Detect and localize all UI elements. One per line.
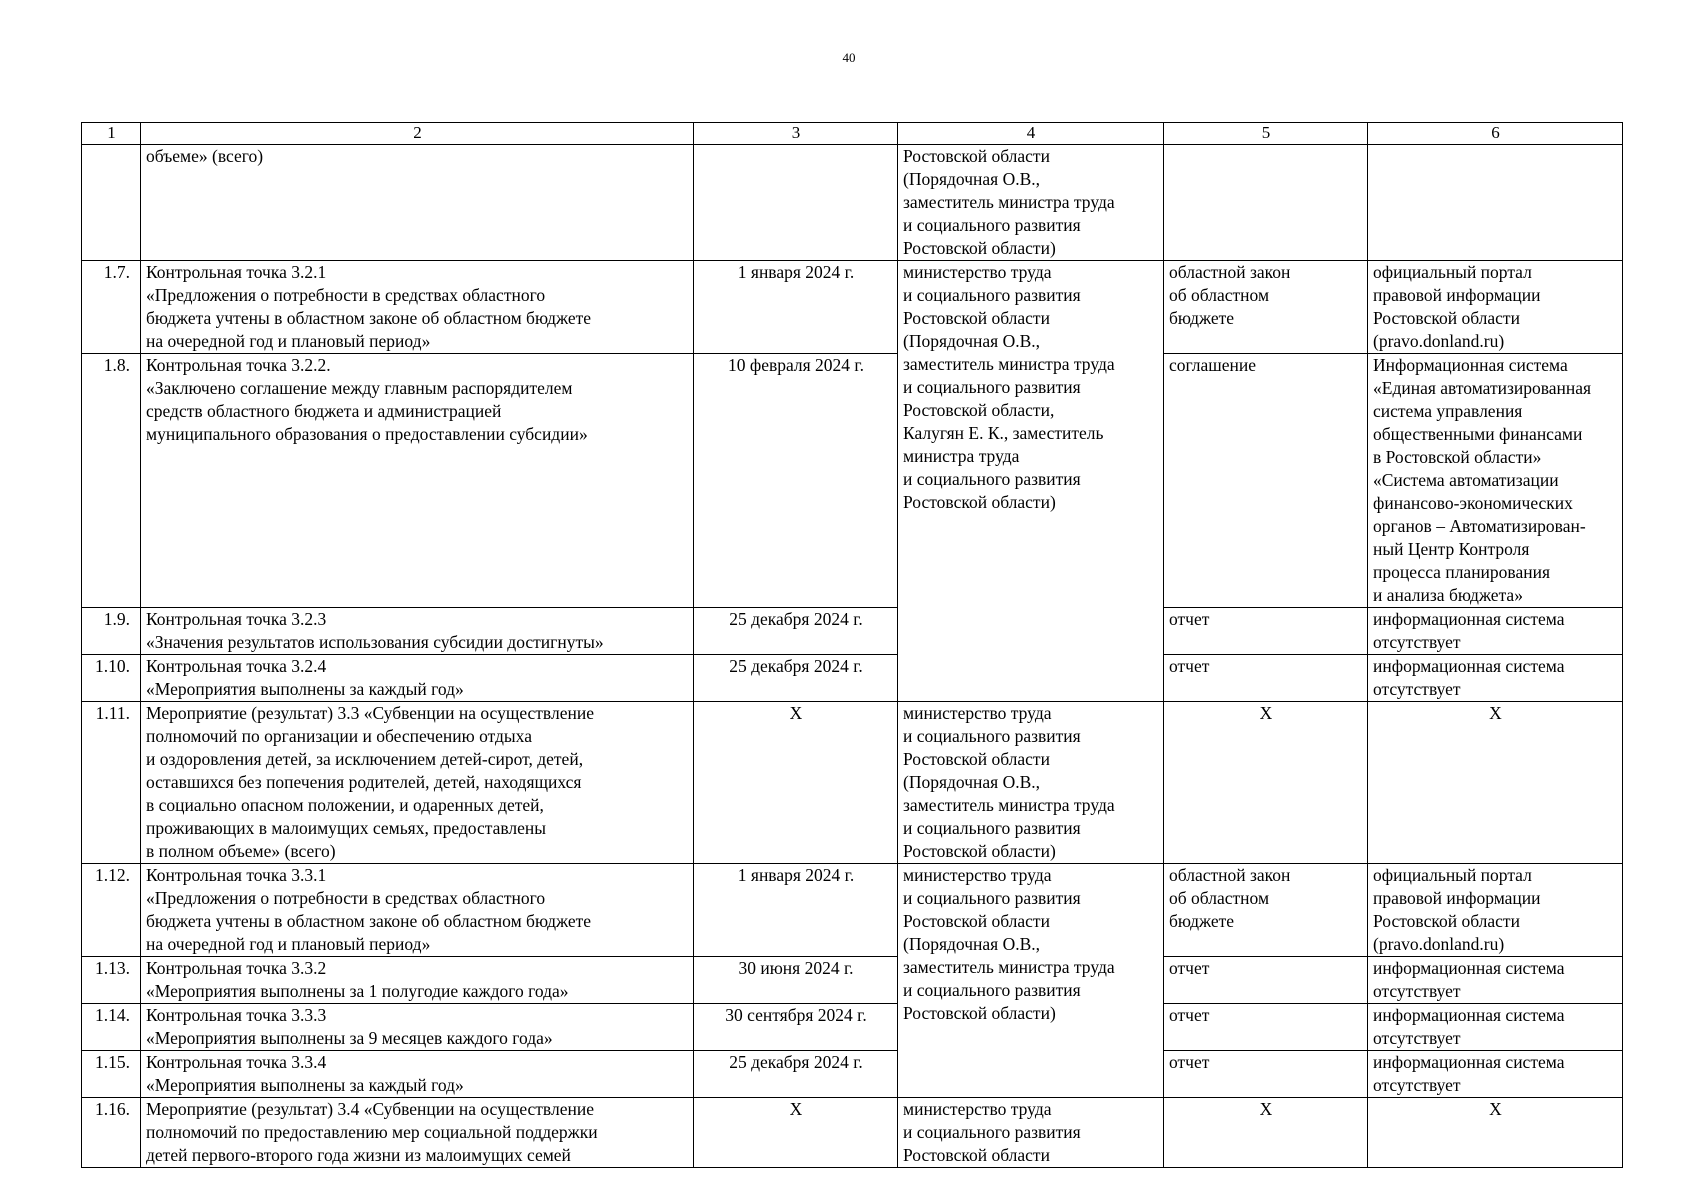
- row-info-system-cell: официальный портал правовой информации Ростовской области (pravo.donland.ru): [1368, 864, 1623, 957]
- row-name-cell: Контрольная точка 3.2.3 «Значения результатов использования субсидии достигнуты»: [141, 608, 694, 655]
- row-responsible-cell: министерство труда и социального развития Ростовской области: [898, 1098, 1164, 1168]
- table-row: [82, 864, 1623, 957]
- row-document-cell: X: [1164, 1098, 1368, 1168]
- row-document-cell: отчет: [1164, 957, 1368, 1004]
- row-document-cell: соглашение: [1164, 354, 1368, 608]
- row-responsible-cell: Ростовской области (Порядочная О.В., заместитель министра труда и социального развития Ростовской области): [898, 145, 1164, 261]
- row-info-system-cell: Информационная система «Единая автоматизированная система управления общественными финансами в Ростовской области» «Система автоматизации финансово-экономических органов – Автоматизирован- ный Центр Контроля процесса планирования и анализа бюджета»: [1368, 354, 1623, 608]
- table-row: [82, 1004, 1623, 1051]
- header-cell: 4: [898, 123, 1164, 145]
- row-info-system-cell: информационная система отсутствует: [1368, 608, 1623, 655]
- row-number-cell: 1.11.: [82, 702, 141, 864]
- row-document-cell: отчет: [1164, 1051, 1368, 1098]
- row-number-cell: 1.15.: [82, 1051, 141, 1098]
- header-cell: 1: [82, 123, 141, 145]
- row-name-cell: Контрольная точка 3.3.1 «Предложения о потребности в средствах областного бюджета учтены в областном законе об областном бюджете на очередной год и плановый период»: [141, 864, 694, 957]
- row-date-cell: 25 декабря 2024 г.: [694, 1051, 898, 1098]
- row-number-cell: 1.9.: [82, 608, 141, 655]
- row-number-cell: 1.14.: [82, 1004, 141, 1051]
- row-document-cell: X: [1164, 702, 1368, 864]
- row-responsible-cell: министерство труда и социального развития Ростовской области (Порядочная О.В., заместитель министра труда и социального развития Ростовской области): [898, 702, 1164, 864]
- merged-responsible-cell: министерство труда и социального развития Ростовской области (Порядочная О.В., заместитель министра труда и социального развития Ростовской области, Калугян Е. К., заместитель министра труда и социального развития Ростовской области): [898, 261, 1164, 702]
- row-date-cell: 1 января 2024 г.: [694, 864, 898, 957]
- control-points-table: [81, 122, 1623, 1168]
- row-document-cell: областной закон об областном бюджете: [1164, 261, 1368, 354]
- row-document-cell: отчет: [1164, 655, 1368, 702]
- row-date-cell: 25 декабря 2024 г.: [694, 655, 898, 702]
- row-document-cell: [1164, 145, 1368, 261]
- row-info-system-cell: информационная система отсутствует: [1368, 655, 1623, 702]
- row-date-cell: 10 февраля 2024 г.: [694, 354, 898, 608]
- row-name-cell: Контрольная точка 3.2.1 «Предложения о потребности в средствах областного бюджета учтены в областном законе об областном бюджете на очередной год и плановый период»: [141, 261, 694, 354]
- header-cell: 2: [141, 123, 694, 145]
- row-name-cell: Контрольная точка 3.3.4 «Мероприятия выполнены за каждый год»: [141, 1051, 694, 1098]
- row-name-cell: Мероприятие (результат) 3.4 «Субвенции на осуществление полномочий по предоставлению мер социальной поддержки детей первого-второго года жизни из малоимущих семей: [141, 1098, 694, 1168]
- row-number-cell: 1.13.: [82, 957, 141, 1004]
- row-number-cell: 1.7.: [82, 261, 141, 354]
- table-row: [82, 145, 1623, 261]
- row-info-system-cell: информационная система отсутствует: [1368, 1004, 1623, 1051]
- table-row: [82, 655, 1623, 702]
- table-row: [82, 608, 1623, 655]
- row-date-cell: 25 декабря 2024 г.: [694, 608, 898, 655]
- table-row: [82, 957, 1623, 1004]
- row-name-cell: объеме» (всего): [141, 145, 694, 261]
- row-info-system-cell: информационная система отсутствует: [1368, 957, 1623, 1004]
- row-info-system-cell: информационная система отсутствует: [1368, 1051, 1623, 1098]
- row-number-cell: 1.16.: [82, 1098, 141, 1168]
- row-number-cell: 1.8.: [82, 354, 141, 608]
- row-date-cell: 1 января 2024 г.: [694, 261, 898, 354]
- header-cell: 6: [1368, 123, 1623, 145]
- table-row: [82, 1098, 1623, 1168]
- row-info-system-cell: X: [1368, 1098, 1623, 1168]
- table-row: [82, 702, 1623, 864]
- row-info-system-cell: официальный портал правовой информации Ростовской области (pravo.donland.ru): [1368, 261, 1623, 354]
- row-number-cell: 1.10.: [82, 655, 141, 702]
- table-row: [82, 354, 1623, 608]
- row-name-cell: Мероприятие (результат) 3.3 «Субвенции на осуществление полномочий по организации и обеспечению отдыха и оздоровления детей, за исключением детей-сирот, детей, оставшихся без попечения родителей, детей, находящихся в социально опасном положении, и одаренных детей, проживающих в малоимущих семьях, предоставлены в полном объеме» (всего): [141, 702, 694, 864]
- table-header-row: [82, 123, 1623, 145]
- table-row: [82, 261, 1623, 354]
- row-document-cell: отчет: [1164, 608, 1368, 655]
- row-name-cell: Контрольная точка 3.3.3 «Мероприятия выполнены за 9 месяцев каждого года»: [141, 1004, 694, 1051]
- row-info-system-cell: X: [1368, 702, 1623, 864]
- merged-responsible-cell: министерство труда и социального развития Ростовской области (Порядочная О.В., заместитель министра труда и социального развития Ростовской области): [898, 864, 1164, 1098]
- row-info-system-cell: [1368, 145, 1623, 261]
- table-row: [82, 1051, 1623, 1098]
- row-name-cell: Контрольная точка 3.3.2 «Мероприятия выполнены за 1 полугодие каждого года»: [141, 957, 694, 1004]
- row-date-cell: X: [694, 1098, 898, 1168]
- row-date-cell: X: [694, 702, 898, 864]
- row-date-cell: 30 июня 2024 г.: [694, 957, 898, 1004]
- row-document-cell: областной закон об областном бюджете: [1164, 864, 1368, 957]
- row-number-cell: 1.12.: [82, 864, 141, 957]
- row-date-cell: [694, 145, 898, 261]
- row-name-cell: Контрольная точка 3.2.2. «Заключено соглашение между главным распорядителем средств областного бюджета и администрацией муниципального образования о предоставлении субсидии»: [141, 354, 694, 608]
- row-number-cell: [82, 145, 141, 261]
- page-number: 40: [842, 50, 856, 65]
- row-name-cell: Контрольная точка 3.2.4 «Мероприятия выполнены за каждый год»: [141, 655, 694, 702]
- row-date-cell: 30 сентября 2024 г.: [694, 1004, 898, 1051]
- header-cell: 5: [1164, 123, 1368, 145]
- header-cell: 3: [694, 123, 898, 145]
- row-document-cell: отчет: [1164, 1004, 1368, 1051]
